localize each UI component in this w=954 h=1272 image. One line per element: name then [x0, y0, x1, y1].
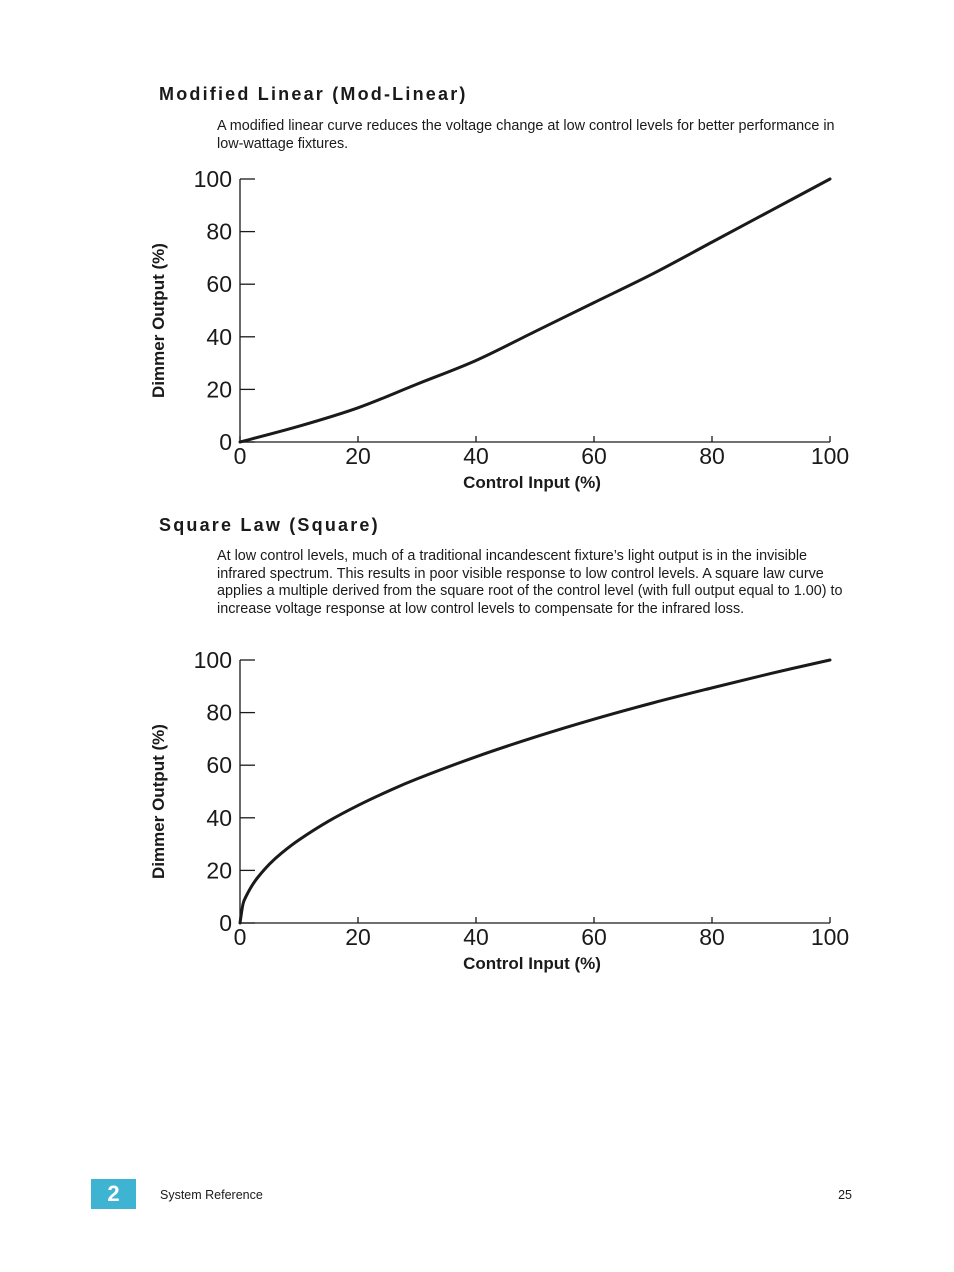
- y-tick-label: 40: [206, 804, 232, 831]
- x-tick-label: 60: [581, 443, 607, 469]
- section-body-mod-linear: A modified linear curve reduces the voltage change at low control levels for better performance in low-wattage fixtures.: [217, 118, 835, 152]
- x-tick-label: 0: [233, 443, 247, 469]
- x-tick-label: 20: [345, 443, 371, 469]
- y-tick-label: 100: [193, 647, 232, 673]
- x-tick-label: 100: [810, 443, 850, 469]
- x-tick-label: 100: [810, 924, 850, 950]
- section-heading-square-law: Square Law (Square): [159, 515, 380, 535]
- chapter-tab: 2: [91, 1179, 136, 1209]
- y-tick-label: 80: [206, 699, 232, 726]
- section-body-square-law: At low control levels, much of a traditional incandescent fixture’s light output is in the invisible infrared spectrum. This results in poor visible response to low control levels. A square law curve applies a multiple derived from the square root of the control level (with full output equal to 1.00) to increase voltage response at low control levels to compensate for the infrared loss.: [217, 548, 843, 617]
- section-heading-mod-linear: Modified Linear (Mod-Linear): [159, 84, 468, 104]
- x-axis-title: Control Input (%): [463, 954, 601, 973]
- y-tick-label: 0: [219, 429, 232, 455]
- y-tick-label: 40: [206, 323, 232, 350]
- x-tick-label: 40: [463, 924, 489, 950]
- footer-section-name: System Reference: [160, 1188, 263, 1202]
- x-tick-label: 80: [699, 924, 725, 950]
- series-line: [240, 179, 830, 442]
- page-number: 25: [838, 1188, 852, 1202]
- y-axis-title: Dimmer Output (%): [149, 724, 168, 879]
- y-tick-label: 100: [193, 166, 232, 192]
- y-tick-label: 0: [219, 910, 232, 936]
- square-law-chart: [140, 646, 860, 976]
- y-axis-title: Dimmer Output (%): [149, 243, 168, 398]
- x-tick-label: 0: [233, 924, 247, 950]
- mod-linear-chart: [140, 165, 860, 495]
- y-tick-label: 60: [206, 271, 232, 298]
- x-tick-label: 40: [463, 443, 489, 469]
- x-tick-label: 80: [699, 443, 725, 469]
- series-line: [240, 660, 830, 923]
- y-tick-label: 20: [206, 376, 232, 403]
- x-tick-label: 20: [345, 924, 371, 950]
- x-axis-title: Control Input (%): [463, 473, 601, 492]
- y-tick-label: 80: [206, 218, 232, 245]
- x-tick-label: 60: [581, 924, 607, 950]
- y-tick-label: 60: [206, 752, 232, 779]
- y-tick-label: 20: [206, 857, 232, 884]
